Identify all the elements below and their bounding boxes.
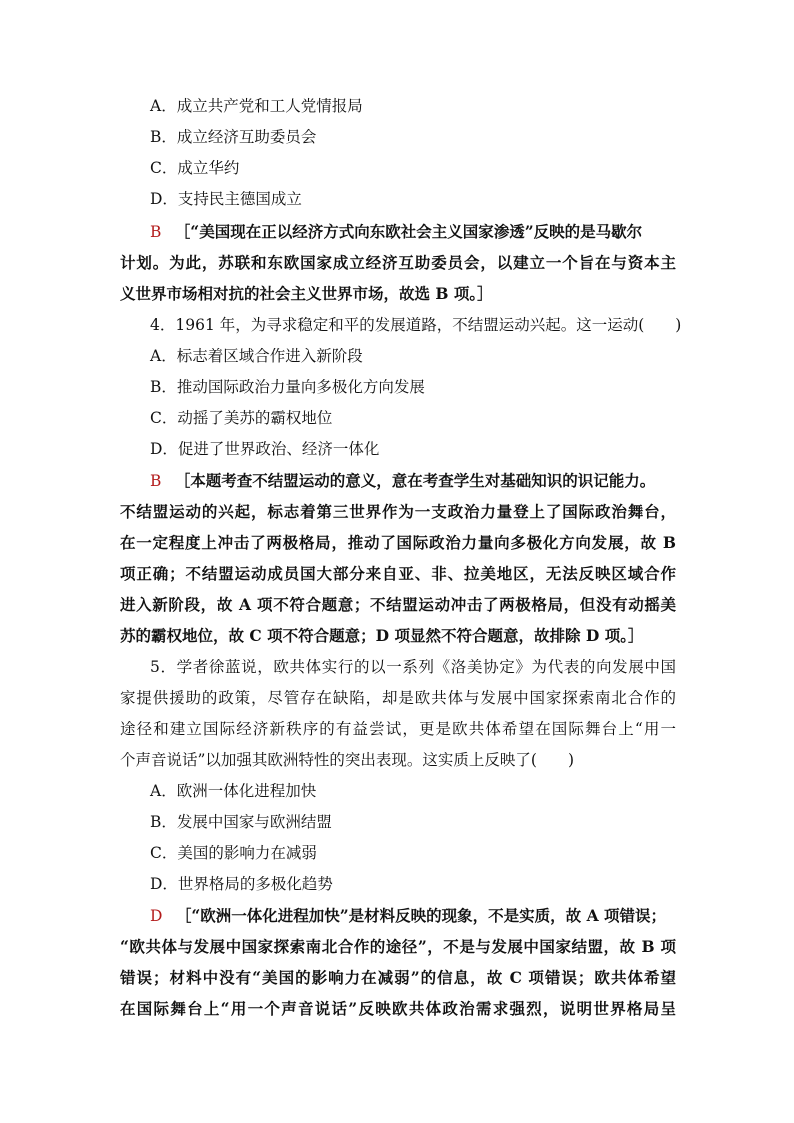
- q5-stem-line-2: 家提供援助的政策，尽管存在缺陷，却是欧共体与发展中国家探索南北合作的: [120, 689, 676, 707]
- q5-option-d: D．世界格局的多极化趋势: [150, 875, 333, 893]
- q3-option-c: C．成立华约: [150, 159, 240, 177]
- q5-option-b: B．发展中国家与欧洲结盟: [150, 813, 332, 831]
- q4-explanation-line-2: 不结盟运动的兴起，标志着第三世界作为一支政治力量登上了国际政治舞台，: [120, 502, 676, 521]
- q5-explanation-line-1: D ［“欧洲一体化进程加快”是材料反映的现象，不是实质，故 A 项错误；: [150, 906, 666, 925]
- q3-explanation-line-3: 义世界市场相对抗的社会主义世界市场，故选 B 项。］: [120, 284, 493, 303]
- q3-answer-key: B: [150, 223, 162, 241]
- q4-option-a: A．标志着区域合作进入新阶段: [150, 347, 363, 365]
- q3-option-b: B．成立经济互助委员会: [150, 128, 317, 146]
- q4-explanation-line-1: B ［本题考查不结盟运动的意义，意在考查学生对基础知识的识记能力。: [150, 471, 656, 490]
- q4-explanation-line-4: 项正确；不结盟运动成员国大部分来自亚、非、拉美地区，无法反映区域合作: [120, 564, 676, 583]
- q4-option-b: B．推动国际政治力量向多极化方向发展: [150, 378, 425, 396]
- q5-option-a: A．欧洲一体化进程加快: [150, 782, 317, 800]
- q4-option-c: C．动摇了美苏的霸权地位: [150, 409, 333, 427]
- q5-answer-key: D: [150, 907, 163, 925]
- q3-option-a: A．成立共产党和工人党情报局: [150, 97, 363, 115]
- q5-explanation-line-4: 在国际舞台上“用一个声音说话”反映欧共体政治需求强烈，说明世界格局呈: [120, 999, 676, 1018]
- q5-option-c: C．美国的影响力在减弱: [150, 844, 317, 862]
- q3-explanation-line-1: B ［“美国现在正以经济方式向东欧社会主义国家渗透”反映的是马歇尔: [150, 222, 643, 241]
- q4-option-d: D．促进了世界政治、经济一体化: [150, 440, 380, 458]
- q5-explanation-line-2: “欧共体与发展中国家探索南北合作的途径”，不是与发展中国家结盟，故 B 项: [120, 937, 676, 956]
- q3-explanation-line-2: 计划。为此，苏联和东欧国家成立经济互助委员会，以建立一个旨在与资本主: [120, 253, 676, 272]
- q4-stem: 4．1961 年，为寻求稳定和平的发展道路，不结盟运动兴起。这一运动( ): [150, 316, 682, 334]
- q4-explanation-line-5: 进入新阶段，故 A 项不符合题意；不结盟运动冲击了两极格局，但没有动摇美: [120, 595, 676, 614]
- q5-explanation-line-3: 错误；材料中没有“美国的影响力在减弱”的信息，故 C 项错误；欧共体希望: [120, 968, 676, 987]
- q4-explanation-line-6: 苏的霸权地位，故 C 项不符合题意；D 项显然不符合题意，故排除 D 项。］: [120, 626, 644, 645]
- q5-stem-line-4: 个声音说话”以加强其欧洲特性的突出表现。这实质上反映了( ): [120, 751, 575, 769]
- q4-explanation-line-3: 在一定程度上冲击了两极格局，推动了国际政治力量向多极化方向发展，故 B: [120, 533, 676, 552]
- q5-stem-line-3: 途径和建立国际经济新秩序的有益尝试，更是欧共体希望在国际舞台上“用一: [120, 720, 676, 738]
- q5-stem-line-1: 5．学者徐蓝说，欧共体实行的以一系列《洛美协定》为代表的向发展中国: [150, 658, 676, 676]
- q3-option-d: D．支持民主德国成立: [150, 190, 302, 208]
- q4-answer-key: B: [150, 472, 162, 490]
